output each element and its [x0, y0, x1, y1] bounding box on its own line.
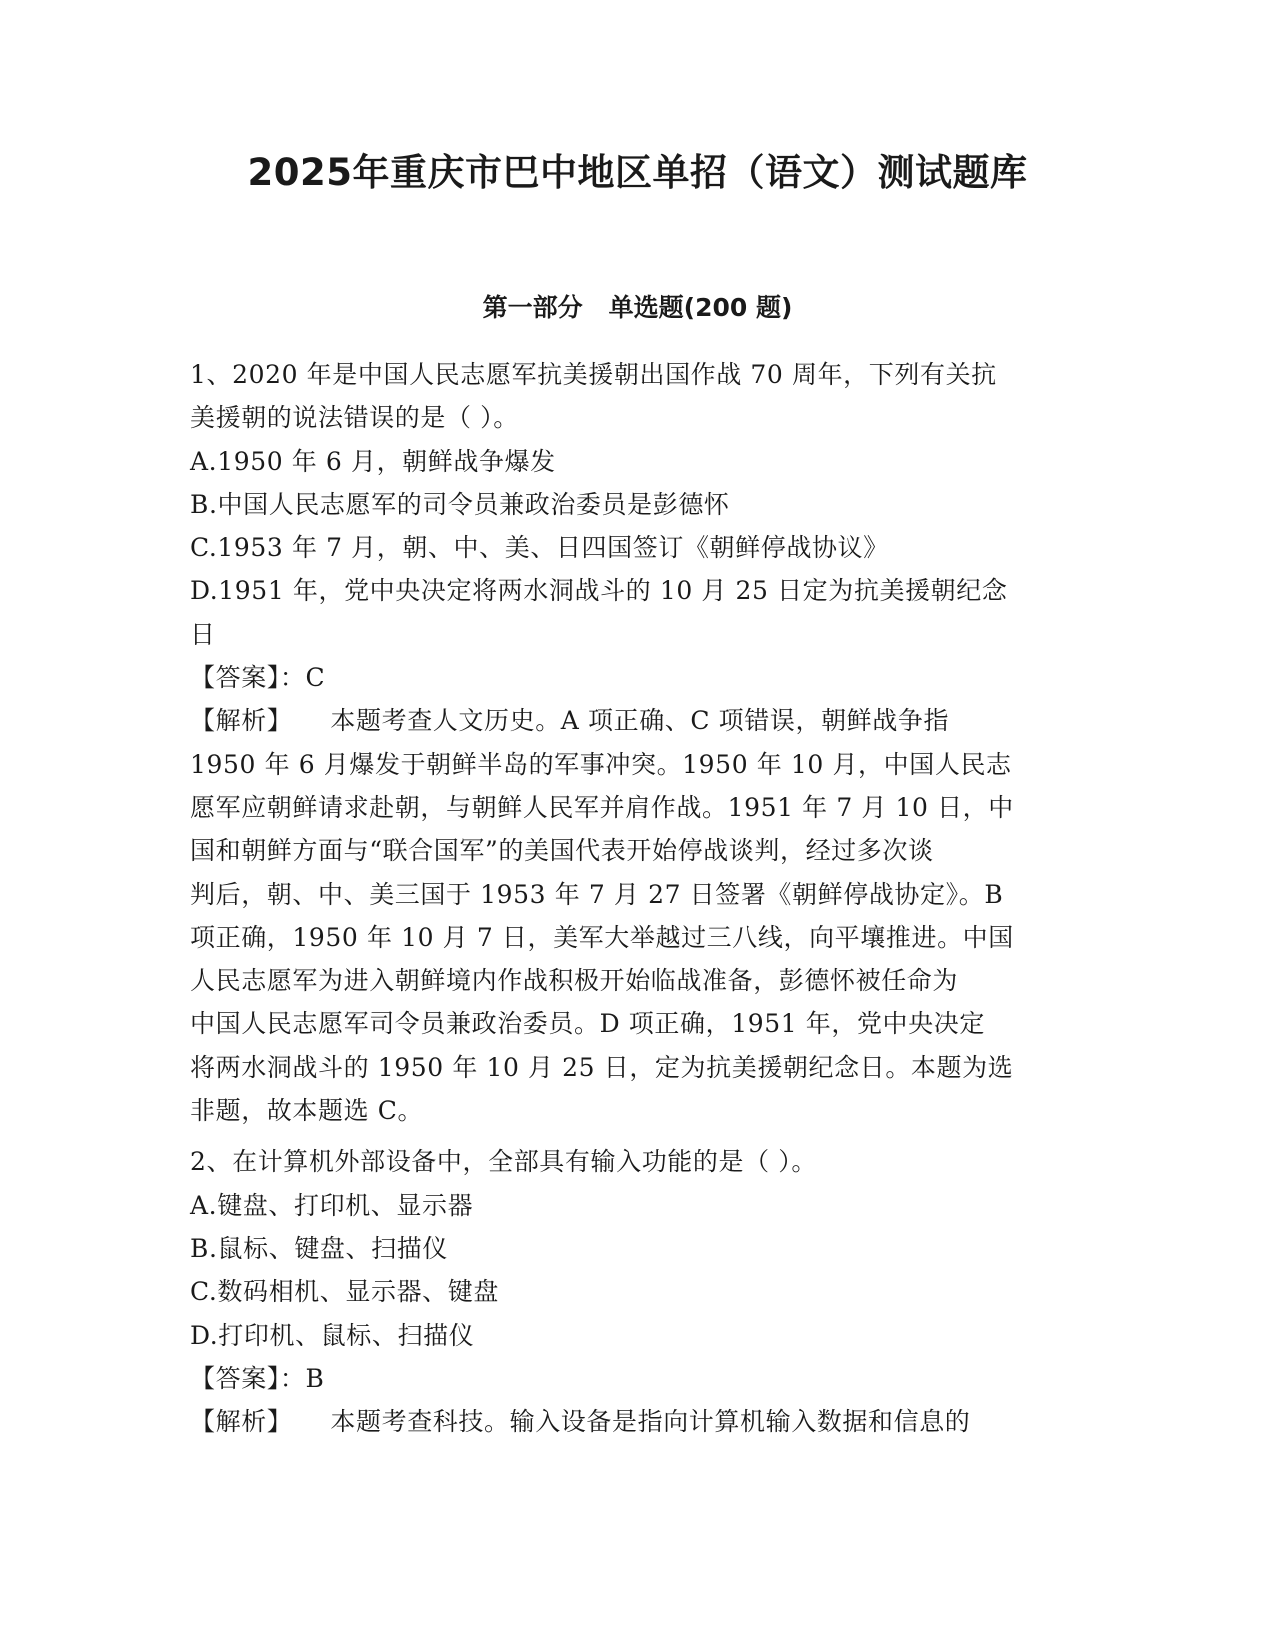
- analysis-line: 判后，朝、中、美三国于 1953 年 7 月 27 日签署《朝鲜停战协定》。B: [190, 879, 1004, 909]
- analysis-line: [190, 699, 1090, 742]
- analysis-text: 本题考查科技。输入设备是指向计算机输入数据和信息的: [330, 1407, 971, 1437]
- analysis-line: 中国人民志愿军司令员兼政治委员。D 项正确，1951 年，党中央决定: [190, 1009, 985, 1039]
- analysis-text: 本题考查人文历史。A 项正确、C 项错误，朝鲜战争指: [330, 706, 950, 736]
- document-body: [190, 353, 1090, 1443]
- analysis-label: 【解析】: [190, 706, 293, 736]
- analysis-line: [190, 1400, 1090, 1443]
- answer-value: B: [305, 1363, 325, 1393]
- option-b: B.中国人民志愿军的司令员兼政治委员是彭德怀: [190, 489, 730, 519]
- analysis-line: 非题，故本题选 C。: [190, 1096, 424, 1126]
- option-d-continued: 日: [190, 619, 216, 649]
- analysis-line: 人民志愿军为进入朝鲜境内作战积极开始临战准备，彭德怀被任命为: [190, 966, 959, 996]
- option-d: D.1951 年，党中央决定将两水洞战斗的 10 月 25 日定为抗美援朝纪念: [190, 576, 1008, 606]
- question-stem-line: 1、2020 年是中国人民志愿军抗美援朝出国作战 70 周年，下列有关抗: [190, 360, 997, 389]
- question-stem-line: 2、在计算机外部设备中，全部具有输入功能的是（ ）。: [190, 1147, 817, 1177]
- question-1: [190, 353, 1090, 1132]
- question-stem-line: 美援朝的说法错误的是（ ）。: [190, 403, 519, 433]
- answer-line: [190, 656, 1090, 699]
- question-2: [190, 1140, 1090, 1443]
- answer-value: C: [305, 663, 326, 693]
- option-b: B.鼠标、键盘、扫描仪: [190, 1233, 448, 1263]
- analysis-label: 【解析】: [190, 1407, 293, 1437]
- analysis-line: 愿军应朝鲜请求赴朝，与朝鲜人民军并肩作战。1951 年 7 月 10 日，中: [190, 792, 1014, 822]
- document-title: 2025年重庆市巴中地区单招（语文）测试题库: [247, 151, 1028, 194]
- analysis-line: 1950 年 6 月爆发于朝鲜半岛的军事冲突。1950 年 10 月，中国人民志: [190, 749, 1012, 779]
- answer-line: [190, 1357, 1090, 1400]
- option-c: C.数码相机、显示器、键盘: [190, 1277, 499, 1307]
- answer-label: 【答案】：: [190, 1363, 306, 1393]
- option-a: A.1950 年 6 月，朝鲜战争爆发: [190, 446, 556, 476]
- analysis-line: 项正确，1950 年 10 月 7 日，美军大举越过三八线，向平壤推进。中国: [190, 922, 1014, 952]
- option-a: A.键盘、打印机、显示器: [190, 1190, 474, 1220]
- analysis-line: 将两水洞战斗的 1950 年 10 月 25 日，定为抗美援朝纪念日。本题为选: [190, 1052, 1014, 1082]
- analysis-line: 国和朝鲜方面与“联合国军”的美国代表开始停战谈判，经过多次谈: [190, 836, 934, 866]
- option-d: D.打印机、鼠标、扫描仪: [190, 1320, 475, 1350]
- section-heading: 第一部分 单选题(200 题): [482, 293, 793, 322]
- option-c: C.1953 年 7 月，朝、中、美、日四国签订《朝鲜停战协议》: [190, 533, 889, 563]
- answer-label: 【答案】：: [190, 663, 306, 693]
